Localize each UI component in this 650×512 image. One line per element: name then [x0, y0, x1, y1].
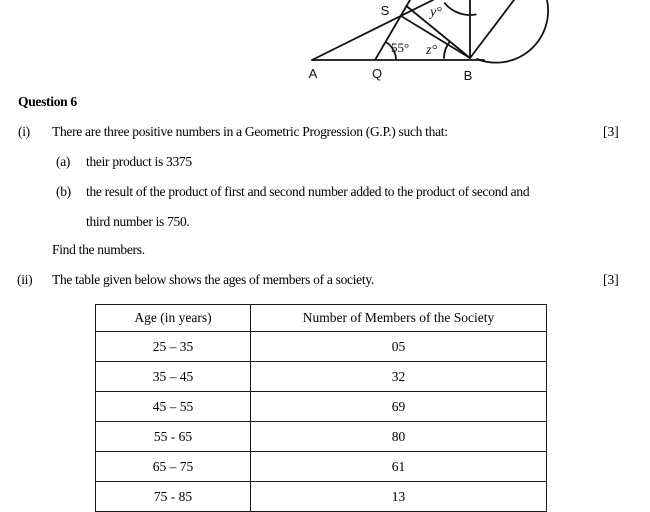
figure-line-AS: [312, 0, 433, 60]
angle-label-z: z°: [426, 43, 438, 58]
sub-a-number: (a): [56, 154, 71, 169]
geometry-figure: [290, 0, 610, 85]
sub-b-text-line1: the result of the product of first and second number added to the product of second and: [86, 184, 530, 199]
count-cell: 32: [251, 362, 547, 392]
age-cell: 65 – 75: [96, 452, 251, 482]
table-row: [96, 482, 547, 512]
count-cell: 05: [251, 332, 547, 362]
part-i-text: There are three positive numbers in a Geometric Progression (G.P.) such that:: [52, 124, 448, 139]
age-cell: 45 – 55: [96, 392, 251, 422]
age-column-header: Age (in years): [96, 305, 251, 332]
table-row: [96, 392, 547, 422]
age-cell: 55 - 65: [96, 422, 251, 452]
age-cell: 35 – 45: [96, 362, 251, 392]
part-i-marks-badge: [3]: [603, 124, 619, 139]
members-column-header: Number of Members of the Society: [251, 305, 547, 332]
point-label-B: B: [463, 68, 473, 83]
point-label-A: A: [308, 66, 318, 81]
angle-label-55: 55°: [391, 40, 410, 55]
count-cell: 80: [251, 422, 547, 452]
point-label-S: S: [380, 3, 390, 18]
table-header-row: [96, 305, 547, 332]
sub-b-text-line2: third number is 750.: [86, 214, 190, 229]
count-cell: 13: [251, 482, 547, 512]
table-row: [96, 452, 547, 482]
age-cell: 25 – 35: [96, 332, 251, 362]
sub-b-number: (b): [56, 184, 71, 199]
part-i-footer-text: Find the numbers.: [52, 242, 145, 257]
part-ii-text: The table given below shows the ages of members of a society.: [52, 272, 374, 287]
table-row: [96, 332, 547, 362]
figure-line-B-diagonal: [470, 0, 514, 58]
point-label-Q: Q: [371, 66, 383, 81]
angle-arc-y: [445, 3, 476, 15]
figure-circle-arc: [477, 0, 548, 63]
angle-label-y: y°: [430, 5, 442, 20]
count-cell: 61: [251, 452, 547, 482]
part-i-number: (i): [18, 124, 30, 139]
table-row: [96, 362, 547, 392]
age-cell: 75 - 85: [96, 482, 251, 512]
sub-a-text: their product is 3375: [86, 154, 192, 169]
ages-table: [95, 304, 547, 512]
part-ii-marks-badge: [3]: [603, 272, 619, 287]
part-ii-number: (ii): [17, 272, 33, 287]
count-cell: 69: [251, 392, 547, 422]
question-title: Question 6: [18, 94, 77, 109]
table-row: [96, 422, 547, 452]
